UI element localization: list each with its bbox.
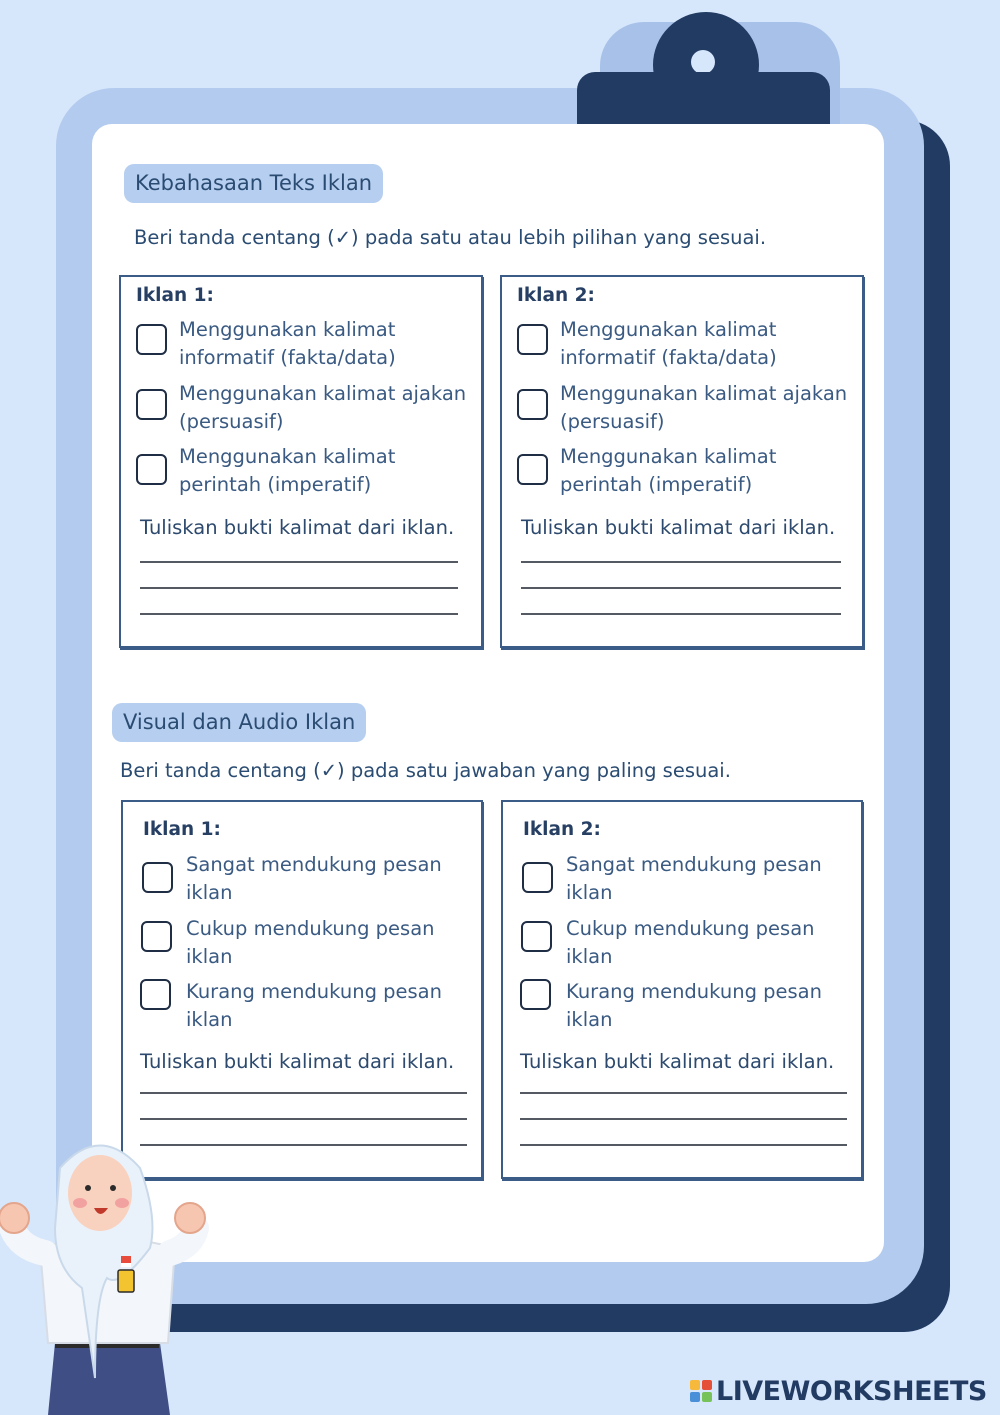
section1-box-iklan1 bbox=[119, 275, 483, 648]
checkbox-kurang[interactable] bbox=[140, 979, 171, 1010]
clipboard-clip-hole bbox=[691, 50, 715, 74]
section1-instruction: Beri tanda centang (✓) pada satu atau lebih pilihan yang sesuai. bbox=[134, 226, 767, 249]
checkbox-informatif[interactable] bbox=[517, 324, 548, 355]
section2-title: Visual dan Audio Iklan bbox=[112, 703, 366, 742]
proof-prompt: Tuliskan bukti kalimat dari iklan. bbox=[140, 1050, 455, 1073]
option-label: Menggunakan kalimat perintah (imperatif) bbox=[179, 445, 396, 496]
section1-title: Kebahasaan Teks Iklan bbox=[124, 164, 383, 203]
answer-line[interactable] bbox=[520, 1118, 847, 1120]
option-label: Menggunakan kalimat informatif (fakta/data) bbox=[179, 318, 396, 369]
answer-line[interactable] bbox=[140, 1118, 467, 1120]
liveworksheets-logo bbox=[690, 1374, 987, 1408]
option-label: Menggunakan kalimat ajakan (persuasif) bbox=[560, 382, 848, 433]
option-label: Menggunakan kalimat perintah (imperatif) bbox=[560, 445, 777, 496]
checkbox-sangat[interactable] bbox=[142, 862, 173, 893]
option-label: Menggunakan kalimat ajakan (persuasif) bbox=[179, 382, 467, 433]
logo-square bbox=[690, 1380, 700, 1390]
checkbox-informatif[interactable] bbox=[136, 324, 167, 355]
logo-square bbox=[702, 1392, 712, 1402]
option-label: Kurang mendukung pesan iklan bbox=[566, 980, 822, 1031]
proof-prompt: Tuliskan bukti kalimat dari iklan. bbox=[521, 516, 836, 539]
section2-box-iklan2 bbox=[501, 800, 863, 1179]
answer-line[interactable] bbox=[521, 561, 841, 563]
section2-instruction: Beri tanda centang (✓) pada satu jawaban yang paling sesuai. bbox=[120, 759, 731, 782]
answer-line[interactable] bbox=[140, 1092, 467, 1094]
section1-box-iklan2 bbox=[500, 275, 864, 648]
answer-line[interactable] bbox=[140, 561, 458, 563]
answer-line[interactable] bbox=[521, 587, 841, 589]
student-character-illustration bbox=[0, 1128, 215, 1415]
option-label: Menggunakan kalimat informatif (fakta/data) bbox=[560, 318, 777, 369]
box-title: Iklan 2: bbox=[517, 285, 595, 306]
option-label: Cukup mendukung pesan iklan bbox=[566, 917, 815, 968]
checkbox-cukup[interactable] bbox=[141, 921, 172, 952]
proof-prompt: Tuliskan bukti kalimat dari iklan. bbox=[140, 516, 455, 539]
option-label: Cukup mendukung pesan iklan bbox=[186, 917, 435, 968]
checkbox-sangat[interactable] bbox=[522, 862, 553, 893]
checkbox-persuasif[interactable] bbox=[517, 389, 548, 420]
checkbox-cukup[interactable] bbox=[521, 921, 552, 952]
liveworksheets-logo-icon bbox=[690, 1380, 712, 1402]
answer-line[interactable] bbox=[140, 613, 458, 615]
logo-square bbox=[702, 1380, 712, 1390]
logo-text: LIVEWORKSHEETS bbox=[716, 1375, 987, 1407]
answer-line[interactable] bbox=[521, 613, 841, 615]
checkbox-kurang[interactable] bbox=[520, 979, 551, 1010]
box-title: Iklan 1: bbox=[143, 819, 221, 840]
answer-line[interactable] bbox=[140, 587, 458, 589]
option-label: Sangat mendukung pesan iklan bbox=[186, 853, 442, 904]
section2-box-iklan1 bbox=[121, 800, 483, 1179]
checkbox-imperatif[interactable] bbox=[517, 454, 548, 485]
checkbox-persuasif[interactable] bbox=[136, 389, 167, 420]
box-title: Iklan 1: bbox=[136, 285, 214, 306]
checkbox-imperatif[interactable] bbox=[136, 454, 167, 485]
answer-line[interactable] bbox=[520, 1144, 847, 1146]
proof-prompt: Tuliskan bukti kalimat dari iklan. bbox=[520, 1050, 835, 1073]
box-title: Iklan 2: bbox=[523, 819, 601, 840]
option-label: Sangat mendukung pesan iklan bbox=[566, 853, 822, 904]
option-label: Kurang mendukung pesan iklan bbox=[186, 980, 442, 1031]
logo-square bbox=[690, 1392, 700, 1402]
answer-line[interactable] bbox=[520, 1092, 847, 1094]
